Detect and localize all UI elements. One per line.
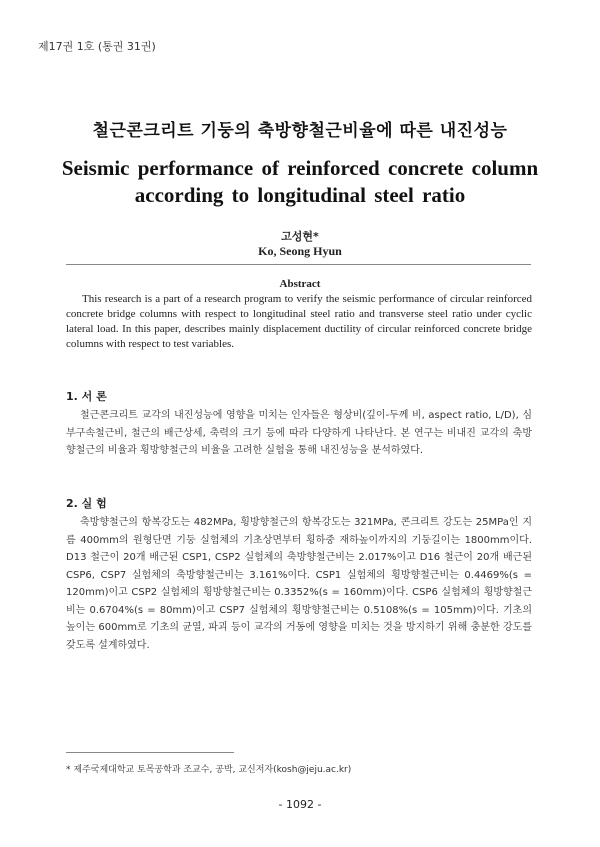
abstract-text: This research is a part of a research program to verify the seismic performance of circular reinforced concrete bridge columns with respect to longitudinal steel ratio and transverse steel ratio under cyclic lateral load. In this paper, describes mainly displacement ductility of circular reinforced concrete bridge columns with respect to test variables. (66, 293, 532, 350)
section-body-introduction (66, 407, 532, 460)
abstract-heading: Abstract (279, 278, 321, 290)
title-divider (66, 264, 531, 265)
author-english: Ko, Seong Hyun (258, 244, 342, 258)
journal-volume-header: 제17권 1호 (통권 31권) (38, 40, 156, 53)
paragraph: 철근콘크리트 교각의 내진성능에 영향을 미치는 인자들은 형상비(깊이-두께 비, aspect ratio, L/D), 심부구속철근비, 철근의 배근상세, 축력의 크기 등에 따라 다양하게 나타난다. 본 연구는 비내진 교각의 축방향철근의 비율과 횡방향철근의 비율을 고려한 실험을 통해 내진성능을 분석하였다. (66, 410, 532, 456)
english-title-line-1: Seismic performance of reinforced concrete column (61, 156, 539, 180)
footnote-divider (66, 752, 234, 753)
section-body-experiment (66, 514, 532, 654)
author-korean: 고성현* (281, 230, 319, 243)
section-heading-experiment: 2. 실 험 (66, 497, 107, 510)
section-heading-introduction: 1. 서 론 (66, 390, 107, 403)
korean-title: 철근콘크리트 기둥의 축방향철근비율에 따른 내진성능 (92, 121, 508, 141)
author-footnote: * 제주국제대학교 토목공학과 조교수, 공박, 교신저자(kosh@jeju.ac.kr) (66, 765, 352, 775)
paragraph: 축방향철근의 항복강도는 482MPa, 횡방향철근의 항복강도는 321MPa, 콘크리트 강도는 25MPa인 지름 400mm의 원형단면 기둥 실험체의 기초상면부터 횡하중 재하높이까지의 기둥길이는 1800mm이다. D13 철근이 20개 배근된 CSP1, CSP2 실험체의 축방향철근비는 2.017%이고 D16 철근이 20개 배근된 CSP6, CSP7 실험체의 축방향철근비는 3.161%이다. CSP1 실험체의 횡방향철근비는 0.4469%(s = 120mm)이고 CSP2 실험체의 횡방향철근비는 0.3352%(s = 160mm)이다. CSP6 실험체의 횡방향철근비는 0.6704%(s = 80mm)이고 CSP7 실험체의 횡방향철근비는 0.5108%(s = 105mm)이다. 기초의 높이는 600mm로 기초의 균열, 파괴 등이 교각의 거동에 영향을 미치는 것을 방지하기 위해 충분한 강도를 갖도록 설계하였다. (66, 517, 532, 651)
english-title (0, 155, 600, 209)
page-number: - 1092 - (278, 798, 322, 811)
english-title-line-2: according to longitudinal steel ratio (134, 183, 466, 207)
